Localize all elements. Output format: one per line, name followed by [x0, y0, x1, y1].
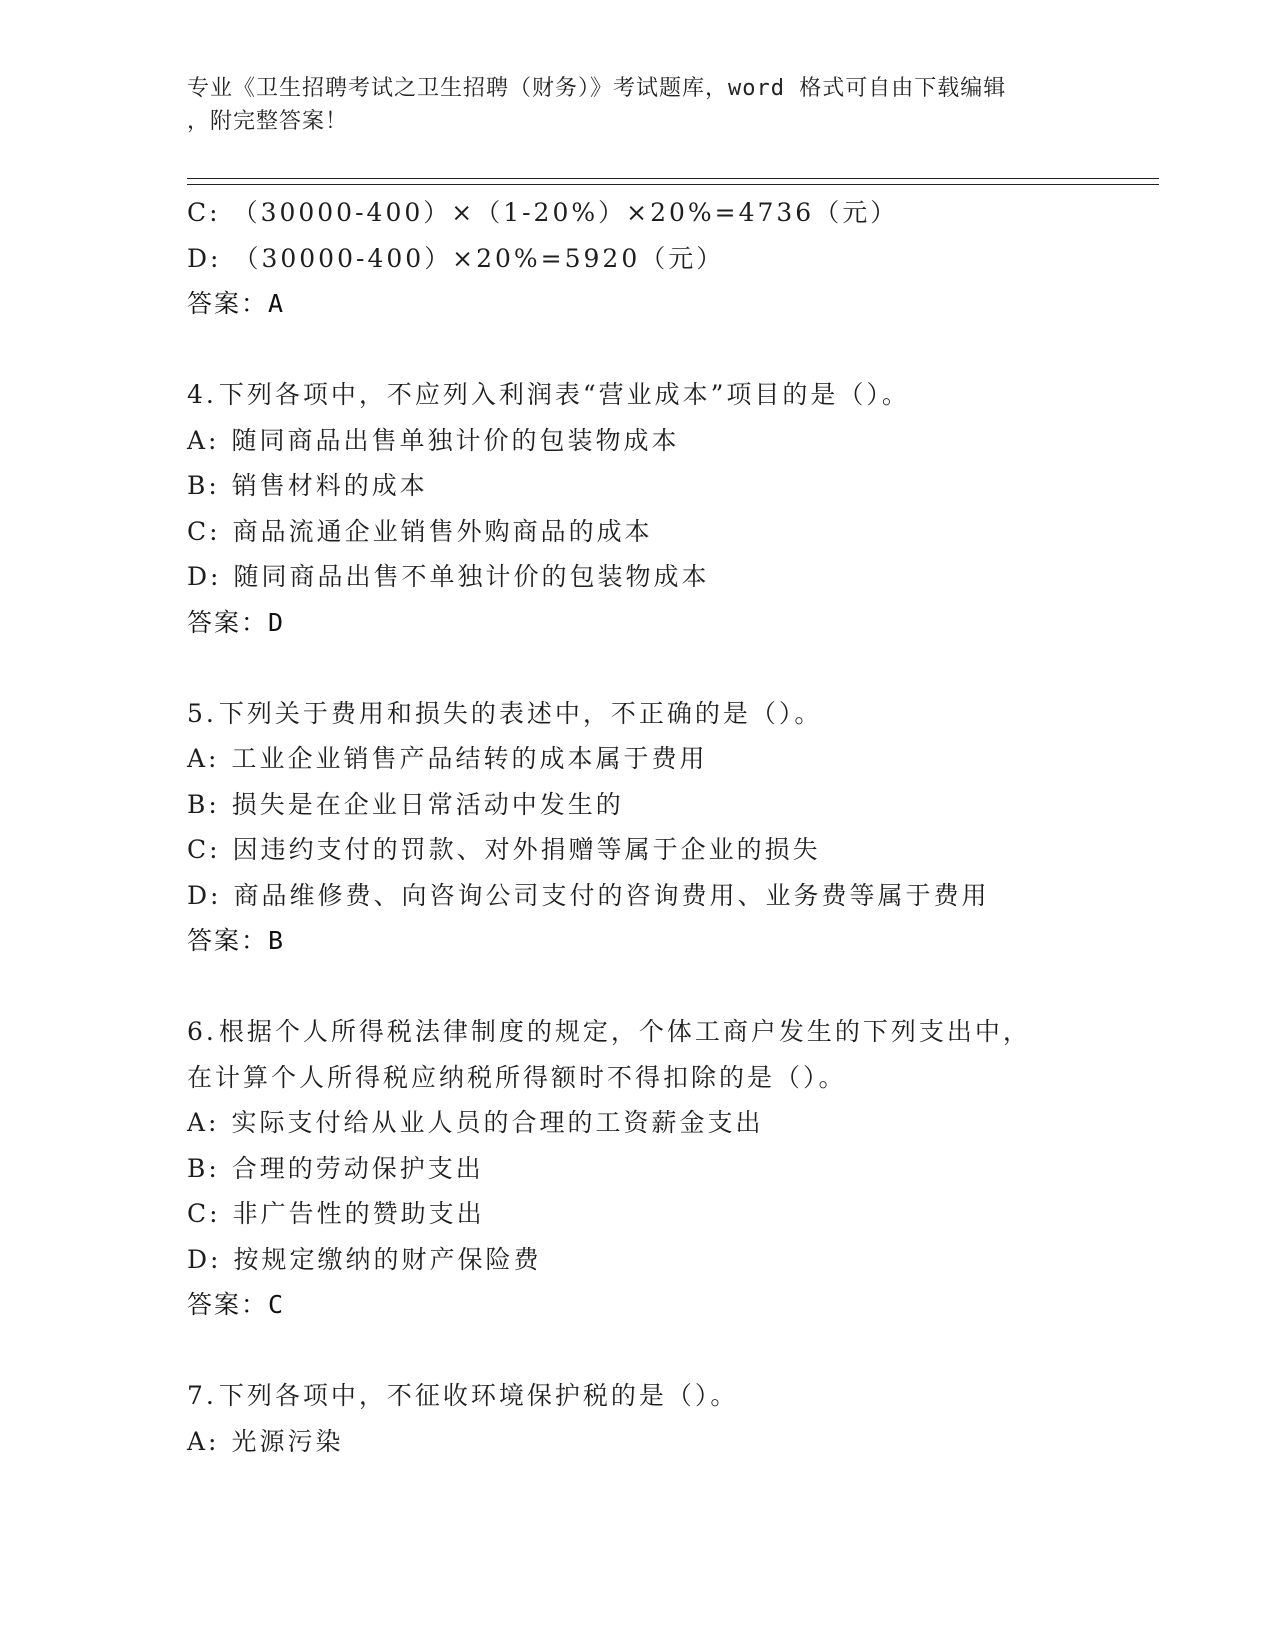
question-text: 下列各项中，不应列入利润表“营业成本”项目的是（）。 [218, 380, 910, 409]
question-content [187, 190, 1147, 1464]
option-key: D: [187, 562, 222, 591]
option-key: C: [187, 198, 221, 227]
option-text: 光源污染 [231, 1426, 344, 1456]
answer-line [187, 918, 1147, 964]
option-key: D: [187, 880, 222, 910]
answer-line [187, 281, 1147, 327]
option-line [187, 736, 1147, 782]
option-line [187, 463, 1147, 509]
answer-letter: C [268, 1290, 286, 1319]
question-number: 4. [187, 380, 217, 409]
question-text: 根据个人所得税法律制度的规定，个体工商户发生的下列支出中， [218, 1017, 1031, 1046]
option-key: B: [187, 1153, 220, 1183]
option-line [187, 1146, 1147, 1192]
question-block-7 [187, 1373, 1147, 1464]
option-text: 随同商品出售不单独计价的包装物成本 [233, 562, 710, 591]
question-number: 7. [187, 1381, 217, 1410]
option-key: D: [187, 243, 222, 273]
answer-label: 答案： [187, 607, 269, 637]
option-text: 工业企业销售产品结转的成本属于费用 [231, 744, 708, 773]
answer-line [187, 600, 1147, 646]
answer-label: 答案： [187, 1290, 269, 1319]
answer-label: 答案： [187, 926, 269, 955]
option-text: 商品维修费、向咨询公司支付的咨询费用、业务费等属于费用 [233, 880, 990, 910]
option-key: B: [187, 789, 220, 819]
question-number: 6. [187, 1017, 217, 1046]
option-text: 商品流通企业销售外购商品的成本 [232, 516, 653, 546]
question-stem [187, 1009, 1147, 1055]
document-header [187, 72, 1087, 138]
option-text: 随同商品出售单独计价的包装物成本 [231, 425, 680, 455]
answer-letter: A [268, 289, 286, 318]
option-line [187, 190, 1147, 236]
question-stem [187, 1373, 1147, 1419]
option-line [187, 1100, 1147, 1146]
question-text: 下列关于费用和损失的表述中，不正确的是（）。 [218, 698, 823, 728]
option-line [187, 1419, 1147, 1465]
option-key: D: [187, 1244, 222, 1274]
option-line [187, 418, 1147, 464]
option-text: 销售材料的成本 [231, 471, 428, 500]
option-text: （30000-400）×20%=5920（元） [233, 243, 725, 273]
question-stem [187, 372, 1147, 418]
question-text: 下列各项中，不征收环境保护税的是（）。 [218, 1381, 739, 1410]
option-key: A: [187, 425, 220, 455]
question-spacer [187, 327, 1147, 373]
option-text: 损失是在企业日常活动中发生的 [231, 789, 624, 819]
header-line-2: ，附完整答案！ [187, 109, 349, 134]
prev-question-block [187, 190, 1147, 327]
option-line [187, 509, 1147, 555]
question-block-5 [187, 691, 1147, 964]
option-line [187, 1191, 1147, 1237]
option-line [187, 1237, 1147, 1283]
question-spacer [187, 1328, 1147, 1374]
option-text: 按规定缴纳的财产保险费 [233, 1244, 542, 1274]
header-double-rule [187, 178, 1159, 185]
question-number: 5. [187, 698, 217, 728]
option-key: A: [187, 1426, 220, 1456]
option-key: C: [187, 1199, 221, 1228]
option-text: 非广告性的赞助支出 [232, 1199, 485, 1228]
option-text: 实际支付给从业人员的合理的工资薪金支出 [231, 1108, 764, 1137]
question-spacer [187, 964, 1147, 1010]
question-text: 在计算个人所得税应纳税所得额时不得扣除的是（）。 [187, 1062, 847, 1092]
answer-letter: D [268, 607, 286, 637]
question-block-4 [187, 372, 1147, 645]
option-key: B: [187, 471, 220, 500]
question-stem [187, 691, 1147, 737]
answer-label: 答案： [187, 289, 269, 318]
option-line [187, 782, 1147, 828]
option-key: C: [187, 835, 221, 864]
option-key: A: [187, 744, 220, 773]
question-stem-continued [187, 1055, 1147, 1101]
option-text: 因违约支付的罚款、对外捐赠等属于企业的损失 [232, 835, 821, 864]
option-line [187, 236, 1147, 282]
question-spacer [187, 645, 1147, 691]
question-block-6 [187, 1009, 1147, 1328]
header-line-1: 专业《卫生招聘考试之卫生招聘（财务）》考试题库，word 格式可自由下载编辑 [187, 76, 1007, 101]
option-key: A: [187, 1108, 220, 1137]
option-text: （30000-400）×（1-20%）×20%=4736（元） [232, 198, 899, 227]
option-key: C: [187, 516, 221, 546]
option-line [187, 827, 1147, 873]
answer-line [187, 1282, 1147, 1328]
answer-letter: B [268, 926, 286, 955]
option-line [187, 554, 1147, 600]
option-line [187, 873, 1147, 919]
option-text: 合理的劳动保护支出 [231, 1153, 484, 1183]
